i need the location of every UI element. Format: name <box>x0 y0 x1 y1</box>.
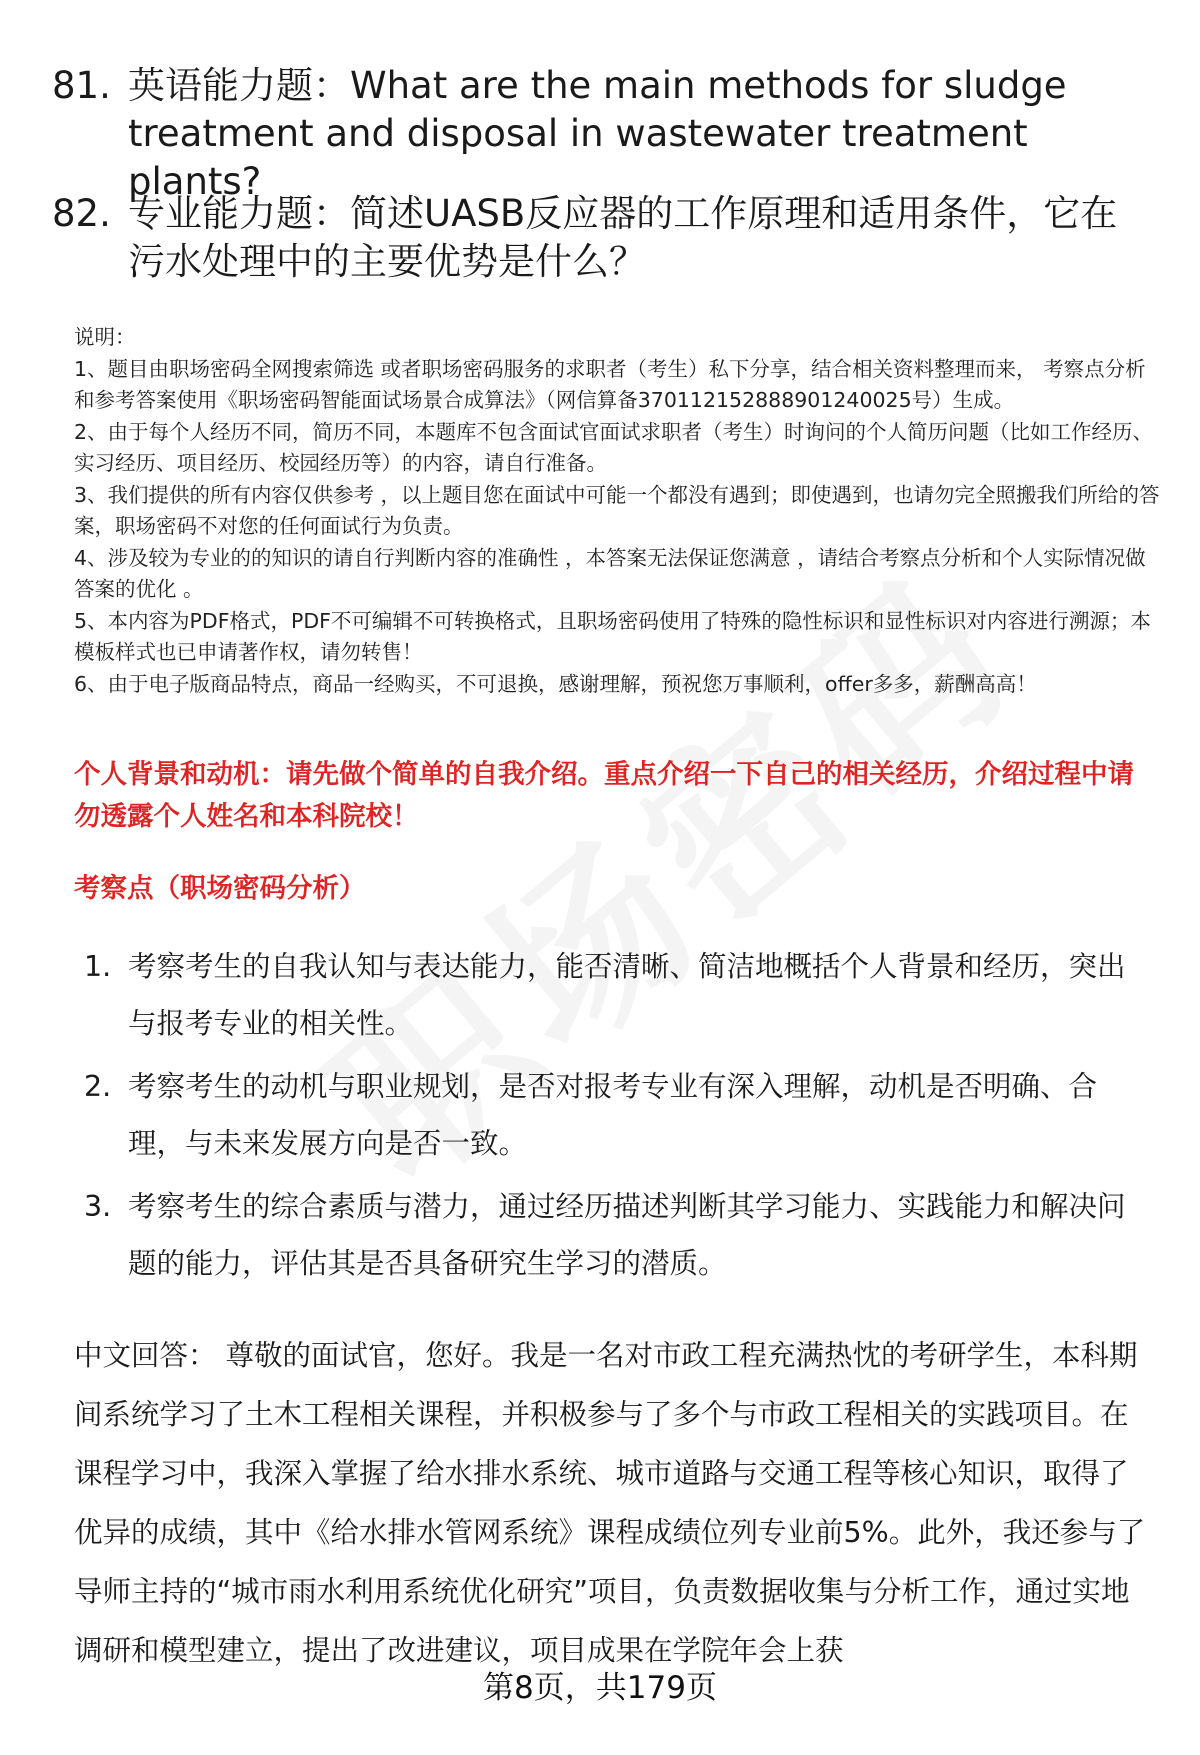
question-text: 英语能力题：What are the main methods for sludge treatment and disposal in wastewater treatment plants? <box>128 64 1067 203</box>
point-text: 考察考生的自我认知与表达能力，能否清晰、简洁地概括个人背景和经历，突出与报考专业的相关性。 <box>128 950 1126 1040</box>
question-number: 82. <box>52 192 111 235</box>
analysis-points <box>84 938 1150 1298</box>
question-81 <box>52 62 1152 206</box>
section-heading: 个人背景和动机：请先做个简单的自我介绍。重点介绍一下自己的相关经历，介绍过程中请勿透露个人姓名和本科院校！ <box>74 759 1134 832</box>
list-item <box>84 1058 1150 1172</box>
list-item <box>84 938 1150 1052</box>
question-82 <box>52 190 1152 286</box>
question-text: 专业能力题：简述UASB反应器的工作原理和适用条件，它在污水处理中的主要优势是什么？ <box>128 192 1118 283</box>
note-item: 4、涉及较为专业的的知识的请自行判断内容的准确性 ，本答案无法保证您满意 ，请结合考察点分析和个人实际情况做答案的优化 。 <box>74 545 1146 601</box>
point-text: 考察考生的动机与职业规划，是否对报考专业有深入理解，动机是否明确、合理，与未来发展方向是否一致。 <box>128 1070 1098 1160</box>
page-footer: 第8页，共179页 <box>0 1668 1200 1708</box>
point-number: 1. <box>84 950 112 983</box>
note-item: 2、由于每个人经历不同，简历不同，本题库不包含面试官面试求职者（考生）时询问的个人简历问题（比如工作经历、实习经历、项目经历、校园经历等）的内容，请自行准备。 <box>74 419 1154 475</box>
answer-text: 中文回答： 尊敬的面试官，您好。我是一名对市政工程充满热忱的考研学生，本科期间系统学习了土木工程相关课程，并积极参与了多个与市政工程相关的实践项目。在课程学习中，我深入掌握了给水排水系统、城市道路与交通工程等核心知识，取得了优异的成绩，其中《给水排水管网系统》课程成绩位列专业前5%。此外，我还参与了导师主持的“城市雨水利用系统优化研究”项目，负责数据收集与分析工作，通过实地调研和模型建立，提出了改进建议，项目成果在学院年会上获 <box>74 1339 1146 1667</box>
notes-title: 说明： <box>74 325 136 349</box>
point-text: 考察考生的综合素质与潜力，通过经历描述判断其学习能力、实践能力和解决问题的能力，评估其是否具备研究生学习的潜质。 <box>128 1190 1126 1280</box>
point-number: 3. <box>84 1190 112 1223</box>
note-item: 3、我们提供的所有内容仅供参考 ，以上题目您在面试中可能一个都没有遇到；即使遇到，也请勿完全照搬我们所给的答案，职场密码不对您的任何面试行为负责。 <box>74 482 1160 538</box>
notes-block <box>74 322 1160 700</box>
analysis-subheading: 考察点（职场密码分析） <box>74 873 366 904</box>
note-item: 5、本内容为PDF格式，PDF不可编辑不可转换格式，且职场密码使用了特殊的隐性标识和显性标识对内容进行溯源；本模板样式也已申请著作权，请勿转售！ <box>74 608 1151 664</box>
point-number: 2. <box>84 1070 112 1103</box>
note-item: 1、题目由职场密码全网搜索筛选 或者职场密码服务的求职者（考生）私下分享，结合相关资料整理而来， 考察点分析和参考答案使用《职场密码智能面试场景合成算法》（网信算备370112152888901240025号）生成。 <box>74 356 1146 412</box>
question-number: 81. <box>52 64 111 107</box>
note-item: 6、由于电子版商品特点，商品一经购买，不可退换，感谢理解，预祝您万事顺利，offer多多，薪酬高高！ <box>74 671 1037 696</box>
list-item <box>84 1178 1150 1292</box>
